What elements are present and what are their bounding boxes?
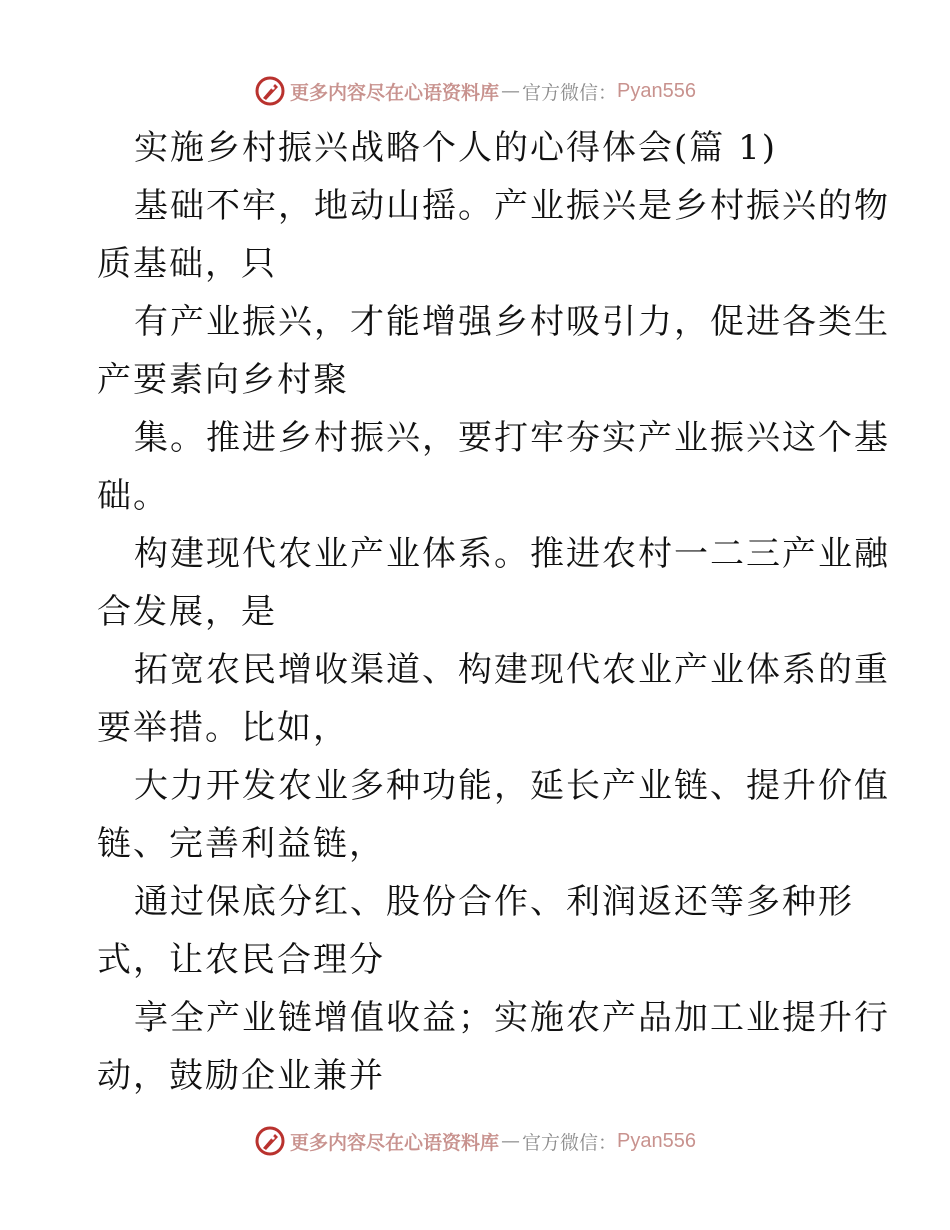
banner-wechat-label: 官方微信： bbox=[522, 1131, 618, 1154]
doc-line: 构建现代农业产业体系。推进农村一二三产业融 bbox=[134, 534, 890, 574]
banner-wechat-id: Pyan556 bbox=[617, 79, 696, 102]
banner-wechat-id: Pyan556 bbox=[617, 1129, 696, 1152]
pen-nib-logo-icon bbox=[254, 75, 286, 107]
banner-dash: — bbox=[501, 80, 521, 102]
doc-line: 式，让农民合理分 bbox=[97, 940, 385, 980]
doc-line: 动，鼓励企业兼并 bbox=[97, 1056, 385, 1096]
banner-site-text: 更多内容尽在心语资料库 bbox=[290, 1131, 500, 1154]
doc-line: 享全产业链增值收益；实施农产品加工业提升行 bbox=[134, 998, 890, 1038]
doc-line: 质基础，只 bbox=[97, 244, 277, 284]
doc-line: 产要素向乡村聚 bbox=[97, 360, 349, 400]
doc-line: 合发展，是 bbox=[97, 592, 277, 632]
doc-line: 大力开发农业多种功能，延长产业链、提升价值 bbox=[134, 766, 890, 806]
doc-line: 要举措。比如， bbox=[97, 708, 349, 748]
doc-line: 拓宽农民增收渠道、构建现代农业产业体系的重 bbox=[134, 650, 890, 690]
doc-line: 基础不牢，地动山摇。产业振兴是乡村振兴的物 bbox=[134, 186, 890, 226]
doc-line: 通过保底分红、股份合作、利润返还等多种形 bbox=[134, 882, 854, 922]
pen-nib-logo-icon bbox=[254, 1125, 286, 1157]
doc-line: 础。 bbox=[97, 476, 169, 516]
header-banner bbox=[0, 71, 950, 111]
doc-line: 链、完善利益链， bbox=[97, 824, 385, 864]
banner-site-text: 更多内容尽在心语资料库 bbox=[290, 81, 500, 104]
doc-title: 实施乡村振兴战略个人的心得体会(篇 1) bbox=[134, 128, 777, 168]
banner-wechat-label: 官方微信： bbox=[522, 81, 618, 104]
doc-line: 有产业振兴，才能增强乡村吸引力，促进各类生 bbox=[134, 302, 890, 342]
doc-line: 集。推进乡村振兴，要打牢夯实产业振兴这个基 bbox=[134, 418, 890, 458]
footer-banner bbox=[0, 1121, 950, 1161]
banner-dash: — bbox=[501, 1130, 521, 1152]
